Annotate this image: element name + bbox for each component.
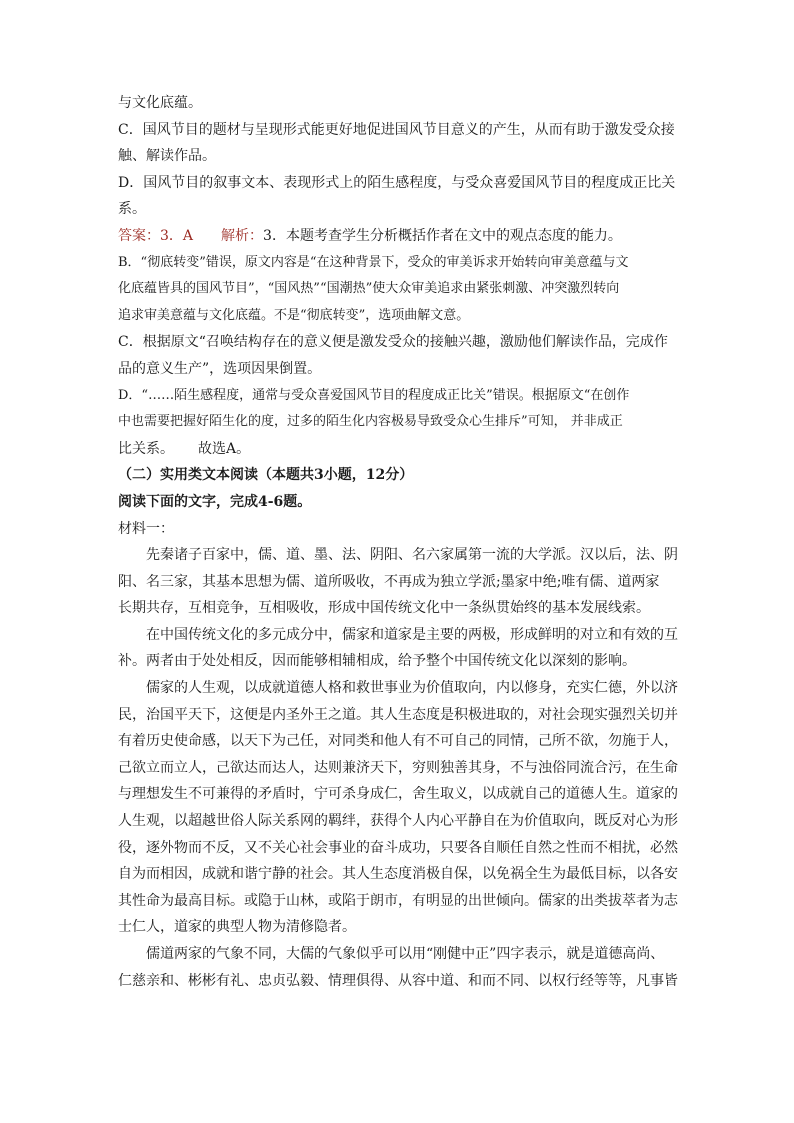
text-line: 系。 — [118, 201, 146, 218]
text-line: 自为而相因，成就和谐宁静的社会。其人生态度消极自保，以免祸全生为最低目标，以各安 — [118, 866, 678, 883]
text-line: 儒家的人生观，以成就道德人格和救世事业为价值取向，内以修身，充实仁德，外以济 — [146, 680, 678, 697]
analysis-text: 3．本题考查学生分析概括作者在文中的观点态度的能力。 — [263, 227, 622, 244]
text-line: D．“……陌生感程度，通常与受众喜爱国风节目的程度成正比关”错误。根据原文“在创作 — [118, 387, 630, 403]
text-line: 有着历史使命感，以天下为己任，对同类和他人有不可自己的同情，己所不欲，勿施于人， — [118, 733, 678, 750]
text-line: C．根据原文“召唤结构存在的意义便是激发受众的接触兴趣，激励他们解读作品，完成作 — [118, 334, 668, 351]
text-line: 化底蕴皆具的国风节目”，“国风热”“国潮热”使大众审美追求由紧张刺激、冲突激烈转向 — [118, 281, 620, 297]
text-line: 长期共存，互相竞争，互相吸收，形成中国传统文化中一条纵贯始终的基本发展线索。 — [118, 600, 650, 617]
answer-line — [118, 223, 680, 250]
text-line: 与理想发生不可兼得的矛盾时，宁可杀身成仁，舍生取义，以成就自己的道德人生。道家的 — [118, 786, 678, 803]
text-line: 己欲立而立人，己欲达而达人，达则兼济天下，穷则独善其身，不与浊俗同流合污，在生命 — [118, 759, 678, 776]
text-line: 先秦诸子百家中，儒、道、墨、法、阴阳、名六家属第一流的大学派。汉以后，法、阴 — [146, 547, 678, 564]
text-line: D．国风节目的叙事文本、表现形式上的陌生感程度，与受众喜爱国风节目的程度成正比关 — [118, 174, 676, 191]
text-line: B．“彻底转变”错误，原文内容是“在这种背景下，受众的审美诉求开始转向审美意蕴与文 — [118, 254, 629, 270]
answer-label: 答案：3．A — [118, 227, 194, 244]
text-line: 补。两者由于处处相反，因而能够相辅相成，给予整个中国传统文化以深刻的影响。 — [118, 653, 636, 670]
text-line: 人生观，以超越世俗人际关系网的羁绊，获得个人内心平静自在为价值取向，既反对心为形 — [118, 813, 678, 830]
text-line: 与文化底蕴。 — [118, 95, 202, 111]
analysis-label: 解析： — [221, 227, 264, 244]
text-line: 中也需要把握好陌生化的度，过多的陌生化内容极易导致受众心生排斥”可知， 并非成正 — [118, 414, 623, 430]
text-line: 触、解读作品。 — [118, 148, 216, 165]
section-heading: （二）实用类文本阅读（本题共3小题，12分） — [118, 467, 414, 484]
text-line: 儒道两家的气象不同，大儒的气象似乎可以用“刚健中正”四字表示，就是道德高尚、 — [146, 946, 665, 962]
text-segment: 比关系。 — [118, 440, 174, 457]
text-line: 品的意义生产”，选项因果倒置。 — [118, 360, 322, 377]
text-line: 士仁人，道家的典型人物为清修隐者。 — [118, 919, 356, 936]
text-line: 追求审美意蕴与文化底蕴。不是“彻底转变”，选项曲解文意。 — [118, 307, 470, 323]
text-line: 材料一： — [118, 520, 174, 537]
document-page — [118, 90, 680, 994]
text-line: 役，逐外物而不反，又不关心社会事业的奋斗成功，只要各自顺任自然之性而不相扰，必然 — [118, 839, 678, 856]
text-segment: 故选A。 — [198, 440, 251, 457]
text-line: 其性命为最高目标。或隐于山林，或陷于朗市，有明显的出世倾向。儒家的出类拔萃者为志 — [118, 892, 678, 909]
text-line: 仁慈亲和、彬彬有礼、忠贞弘毅、情理俱得、从容中道、和而不同、以权行经等等，凡事皆 — [118, 972, 678, 989]
text-line: C．国风节目的题材与呈现形式能更好地促进国风节目意义的产生，从而有助于激发受众接 — [118, 121, 675, 138]
text-line: 民，治国平天下，这便是内圣外王之道。其人生态度是积极进取的，对社会现实强烈关切并 — [118, 706, 678, 723]
section-heading: 阅读下面的文字，完成4-6题。 — [118, 493, 312, 510]
text-line — [118, 436, 680, 463]
text-line: 阳、名三家，其基本思想为儒、道所吸收，不再成为独立学派;墨家中绝;唯有儒、道两家 — [118, 573, 660, 590]
text-line: 在中国传统文化的多元成分中，儒家和道家是主要的两极，形成鲜明的对立和有效的互 — [146, 626, 678, 643]
